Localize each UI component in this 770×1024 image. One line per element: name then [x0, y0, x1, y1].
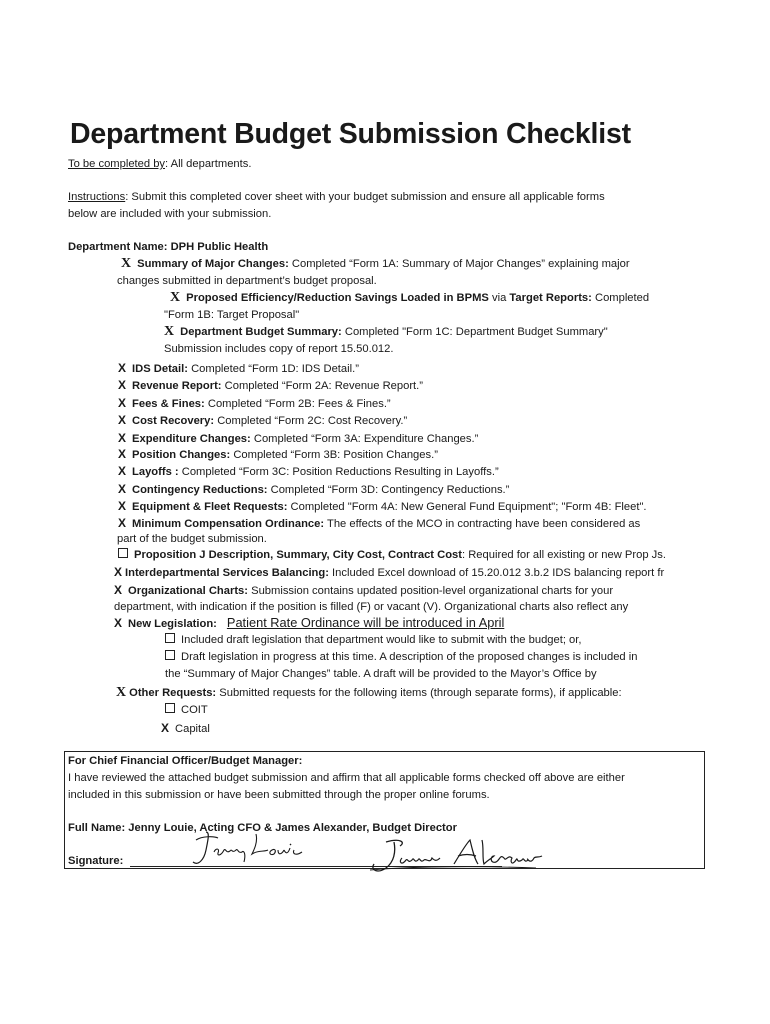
- legislation-option-included: Included draft legislation that department would like to submit with the budget; or,: [165, 633, 582, 647]
- to-be-completed-label: To be completed by: [68, 158, 166, 170]
- check-mark-x: X: [114, 583, 123, 597]
- item-summary-text: changes submitted in department’s budget proposal.: [117, 275, 377, 287]
- signature-label: Signature:: [68, 855, 124, 867]
- check-mark-x: X: [118, 378, 127, 392]
- signature-james-alexander-icon: [366, 836, 548, 878]
- full-name-value: Jenny Louie, Acting CFO & James Alexander, Budget Director: [125, 822, 457, 834]
- item-revenue-report: X Revenue Report: Completed “Form 2A: Revenue Report.”: [118, 378, 424, 392]
- check-mark-x: X: [164, 324, 175, 339]
- check-mark-x: X: [121, 256, 132, 271]
- item-equipment-fleet: X Equipment & Fleet Requests: Completed "Form 4A: New General Fund Equipment"; "Form 4B: Fleet".: [118, 499, 647, 513]
- item-minimum-compensation: X Minimum Compensation Ordinance: The effects of the MCO in contracting have been considered as: [118, 516, 641, 530]
- signature-jenny-louie-icon: [188, 828, 308, 870]
- check-mark-x: X: [118, 499, 127, 513]
- check-mark-x: X: [114, 565, 123, 579]
- legislation-note: Patient Rate Ordinance will be introduced in April: [226, 615, 505, 630]
- item-contingency-reductions: X Contingency Reductions: Completed “Form 3D: Contingency Reductions.”: [118, 482, 510, 496]
- cfo-text-2: included in this submission or have been submitted through the proper online forums.: [68, 789, 490, 801]
- item-efficiency-savings: X Proposed Efficiency/Reduction Savings Loaded in BPMS via Target Reports: Completed: [170, 290, 650, 305]
- cfo-text-1: I have reviewed the attached budget submission and affirm that all applicable forms checked off above are either: [68, 772, 625, 784]
- to-be-completed-value: : All departments.: [165, 158, 252, 170]
- check-mark-x: X: [114, 616, 123, 630]
- other-option-coit: COIT: [165, 703, 208, 717]
- item-dept-summary-text: Submission includes copy of report 15.50.012.: [164, 343, 394, 355]
- legislation-option-text: the “Summary of Major Changes” table. A draft will be provided to the Mayor’s Office by: [165, 668, 597, 680]
- check-mark-x: X: [161, 721, 170, 735]
- item-proposition-j: Proposition J Description, Summary, City Cost, Contract Cost: Required for all existing or new Prop Js.: [118, 548, 666, 562]
- check-mark-x: X: [118, 464, 127, 478]
- item-org-charts-text: department, with indication if the position is filled (F) or vacant (V). Organizational charts also reflect any: [114, 601, 629, 613]
- item-summary-major-changes: X Summary of Major Changes: Completed “Form 1A: Summary of Major Changes” explaining major: [121, 256, 630, 271]
- item-organizational-charts: X Organizational Charts: Submission contains updated position-level organizational charts for your: [114, 583, 614, 597]
- check-mark-x: X: [118, 447, 127, 461]
- check-mark-x: X: [118, 413, 127, 427]
- check-mark-x: X: [118, 516, 127, 530]
- check-mark-x: X: [118, 482, 127, 496]
- empty-checkbox-icon[interactable]: [165, 650, 175, 660]
- full-name-label: Full Name:: [68, 822, 126, 834]
- empty-checkbox-icon[interactable]: [165, 703, 175, 713]
- cfo-heading: For Chief Financial Officer/Budget Manager:: [68, 755, 303, 767]
- item-interdepartmental-balancing: X Interdepartmental Services Balancing: Included Excel download of 15.20.012 3.b.2 IDS balancing report fr: [114, 565, 665, 579]
- item-cost-recovery: X Cost Recovery: Completed “Form 2C: Cost Recovery.”: [118, 413, 408, 427]
- other-option-capital: X Capital: [161, 721, 210, 735]
- to-be-completed-line: [68, 157, 251, 171]
- page-title: Department Budget Submission Checklist: [70, 118, 631, 150]
- legislation-option-in-progress: Draft legislation in progress at this time. A description of the proposed changes is included in: [165, 650, 637, 664]
- check-mark-x: X: [118, 396, 127, 410]
- item-new-legislation: X New Legislation: Patient Rate Ordinance will be introduced in April: [114, 615, 505, 630]
- item-other-requests: X Other Requests: Submitted requests for the following items (through separate forms), if applicable:: [116, 685, 622, 700]
- item-expenditure-changes: X Expenditure Changes: Completed “Form 3A: Expenditure Changes.”: [118, 431, 479, 445]
- item-ids-detail: X IDS Detail: Completed “Form 1D: IDS Detail.”: [118, 361, 359, 375]
- item-position-changes: X Position Changes: Completed “Form 3B: Position Changes.”: [118, 447, 438, 461]
- check-mark-x: X: [118, 431, 127, 445]
- empty-checkbox-icon[interactable]: [118, 548, 128, 558]
- item-layoffs: X Layoffs : Completed “Form 3C: Position Reductions Resulting in Layoffs.”: [118, 464, 499, 478]
- instructions-line-2: below are included with your submission.: [68, 208, 272, 220]
- check-mark-x: X: [116, 685, 127, 700]
- instructions-label: Instructions: [68, 191, 126, 203]
- item-fees-fines: X Fees & Fines: Completed “Form 2B: Fees & Fines.”: [118, 396, 391, 410]
- empty-checkbox-icon[interactable]: [165, 633, 175, 643]
- item-mco-text: part of the budget submission.: [117, 533, 267, 545]
- check-mark-x: X: [170, 290, 181, 305]
- item-department-budget-summary: X Department Budget Summary: Completed "Form 1C: Department Budget Summary": [164, 324, 608, 339]
- check-mark-x: X: [118, 361, 127, 375]
- instructions-line-1: Instructions: Submit this completed cover sheet with your budget submission and ensure all applicable forms: [68, 191, 605, 203]
- department-name: Department Name: DPH Public Health: [68, 241, 269, 253]
- item-efficiency-text: "Form 1B: Target Proposal": [164, 309, 300, 321]
